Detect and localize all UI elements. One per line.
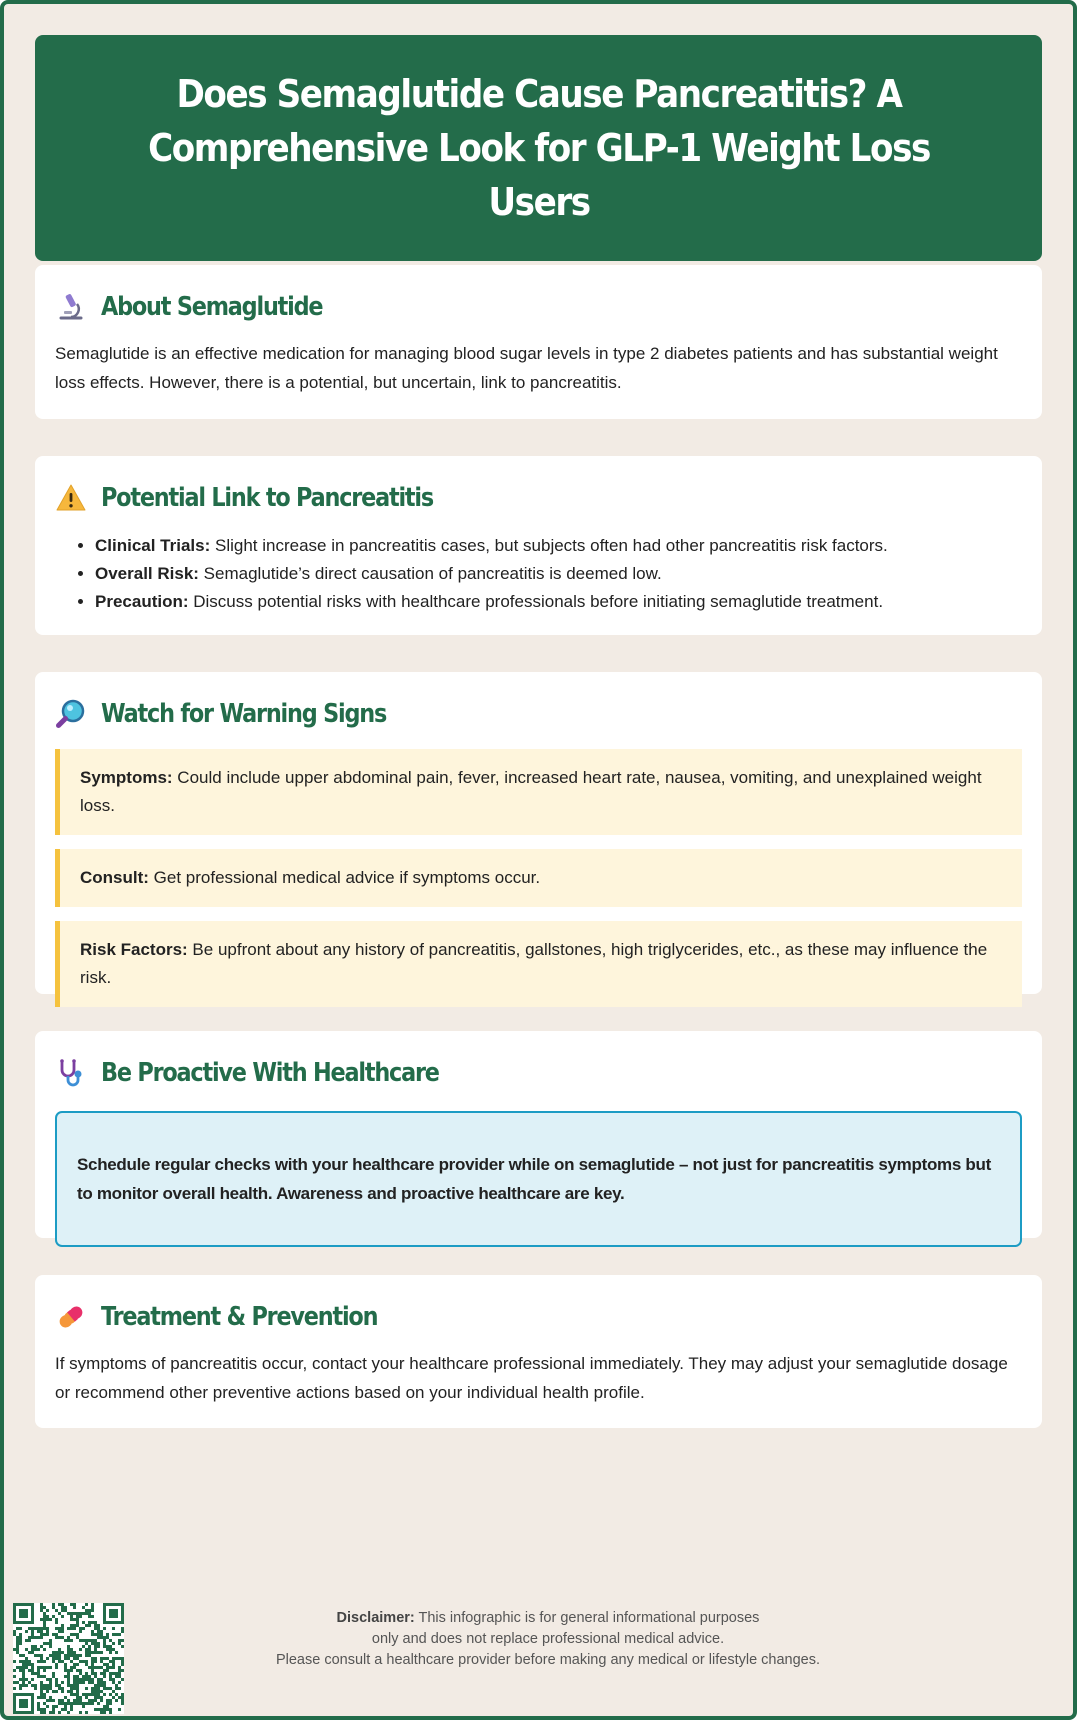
magnifying-glass-icon <box>55 698 87 730</box>
treatment-text: If symptoms of pancreatitis occur, contact your healthcare professional immediately. They may adjust your semaglutide dosage or recommend other preventive actions based on your individual health profile. <box>55 1354 1008 1402</box>
page-title: Does Semaglutide Cause Pancreatitis? A Comprehensive Look for GLP-1 Weight Loss Users <box>147 72 930 224</box>
proactive-heading: Be Proactive With Healthcare <box>101 1058 439 1088</box>
item-text: Be upfront about any history of pancreatitis, gallstones, high triglycerides, etc., as these may influence the risk. <box>80 940 988 987</box>
title-banner <box>35 35 1042 261</box>
stethoscope-icon <box>55 1057 87 1089</box>
about-card <box>35 265 1042 419</box>
list-item <box>95 532 1022 560</box>
treatment-heading: Treatment & Prevention <box>101 1302 378 1332</box>
link-header <box>55 478 1022 518</box>
warning-header <box>55 694 1022 734</box>
list-item <box>95 560 1022 588</box>
warning-box-consult <box>55 849 1022 907</box>
treatment-header <box>55 1297 1022 1337</box>
warning-card <box>35 672 1042 994</box>
warning-box-risk-factors <box>55 921 1022 1007</box>
disclaimer-line2: only and does not replace professional medical advice. <box>371 1631 725 1647</box>
item-text: Get professional medical advice if symptoms occur. <box>148 868 541 887</box>
warning-icon <box>55 482 87 514</box>
treatment-card <box>35 1275 1042 1428</box>
link-list <box>55 532 1022 616</box>
item-text: Could include upper abdominal pain, fever, increased heart rate, nausea, vomiting, and unexplained weight loss. <box>80 768 982 815</box>
item-label: Symptoms: <box>80 768 173 787</box>
warning-heading: Watch for Warning Signs <box>101 699 387 729</box>
proactive-callout: Schedule regular checks with your healthcare provider while on semaglutide – not just for pancreatitis symptoms but to monitor overall health. Awareness and proactive healthcare are key. <box>55 1111 1022 1247</box>
list-item <box>95 588 1022 616</box>
disclaimer-line1: This infographic is for general informational purposes <box>414 1610 760 1626</box>
proactive-card <box>35 1031 1042 1238</box>
disclaimer-line3: Please consult a healthcare provider before making any medical or lifestyle changes. <box>275 1652 821 1668</box>
link-card <box>35 456 1042 635</box>
item-text: Discuss potential risks with healthcare professionals before initiating semaglutide treatment. <box>188 592 884 611</box>
item-label: Risk Factors: <box>80 940 188 959</box>
proactive-header <box>55 1053 1022 1093</box>
item-text: Slight increase in pancreatitis cases, but subjects often had other pancreatitis risk factors. <box>210 536 888 555</box>
item-label: Overall Risk: <box>95 564 199 583</box>
item-label: Clinical Trials: <box>95 536 211 555</box>
disclaimer-label: Disclaimer: <box>336 1610 415 1626</box>
warning-box-symptoms <box>55 749 1022 835</box>
link-heading: Potential Link to Pancreatitis <box>101 483 433 513</box>
item-label: Consult: <box>80 868 149 887</box>
item-text: Semaglutide’s direct causation of pancreatitis is deemed low. <box>198 564 662 583</box>
pill-icon <box>55 1301 87 1333</box>
about-text: Semaglutide is an effective medication for managing blood sugar levels in type 2 diabetes patients and has substantial weight loss effects. However, there is a potential, but uncertain, link to pancreatitis. <box>55 344 998 392</box>
microscope-icon <box>55 291 87 323</box>
item-label: Precaution: <box>95 592 189 611</box>
disclaimer <box>204 1608 892 1671</box>
about-header <box>55 287 1022 327</box>
qr-code-icon[interactable] <box>13 1603 124 1714</box>
about-heading: About Semaglutide <box>101 292 323 322</box>
